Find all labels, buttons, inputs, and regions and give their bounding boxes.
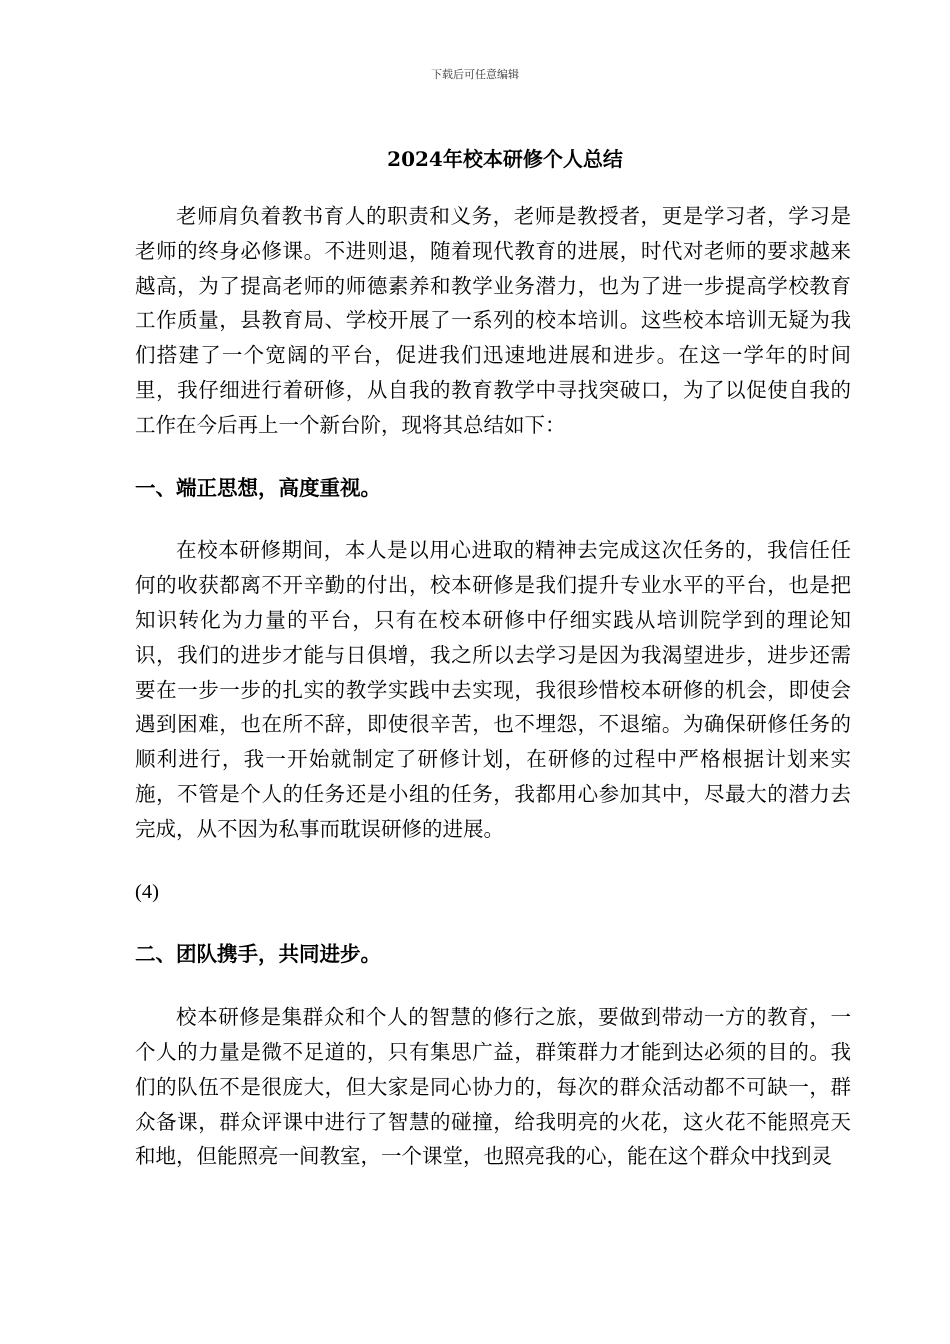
section-heading-2: 二、团队携手，共同进步。 — [135, 942, 381, 967]
document-title: 2024年校本研修个人总结 — [387, 147, 623, 171]
section-heading-1: 一、端正思想，高度重视。 — [135, 475, 381, 500]
page-header-note: 下载后可任意编辑 — [431, 68, 519, 81]
list-marker: (4) — [135, 880, 159, 903]
document-body — [135, 199, 851, 1174]
section-paragraph-1: 在校本研修期间，本人是以用心进取的精神去完成这次任务的，我信任任何的收获都离不开辛勤的付出，校本研修是我们提升专业水平的平台，也是把知识转化为力量的平台，只有在校本研修中仔细实践从培训院学到的理论知识，我们的进步才能与日俱增，我之所以去学习是因为我渴望进步，进步还需要在一步一步的扎实的教学实践中去实现，我很珍惜校本研修的机会，即使会遇到困难，也在所不辞，即使很辛苦，也不埋怨，不退缩。为确保研修任务的顺利进行，我一开始就制定了研修计划，在研修的过程中严格根据计划来实施，不管是个人的任务还是小组的任务，我都用心参加其中，尽最大的潜力去完成，从不因为私事而耽误研修的进展。 — [135, 538, 851, 841]
intro-paragraph: 老师肩负着教书育人的职责和义务，老师是教授者，更是学习者，学习是老师的终身必修课。不进则退，随着现代教育的进展，时代对老师的要求越来越高，为了提高老师的师德素养和教学业务潜力，也为了进一步提高学校教育工作质量，县教育局、学校开展了一系列的校本培训。这些校本培训无疑为我们搭建了一个宽阔的平台，促进我们迅速地进展和进步。在这一学年的时间里，我仔细进行着研修，从自我的教育教学中寻找突破口，为了以促使自我的工作在今后再上一个新台阶，现将其总结如下： — [135, 204, 851, 437]
section-paragraph-2: 校本研修是集群众和个人的智慧的修行之旅，要做到带动一方的教育，一个人的力量是微不足道的，只有集思广益，群策群力才能到达必须的目的。我们的队伍不是很庞大，但大家是同心协力的，每次的群众活动都不可缺一，群众备课，群众评课中进行了智慧的碰撞，给我明亮的火花，这火花不能照亮天和地，但能照亮一间教室，一个课堂，也照亮我的心，能在这个群众中找到灵 — [135, 1005, 851, 1169]
